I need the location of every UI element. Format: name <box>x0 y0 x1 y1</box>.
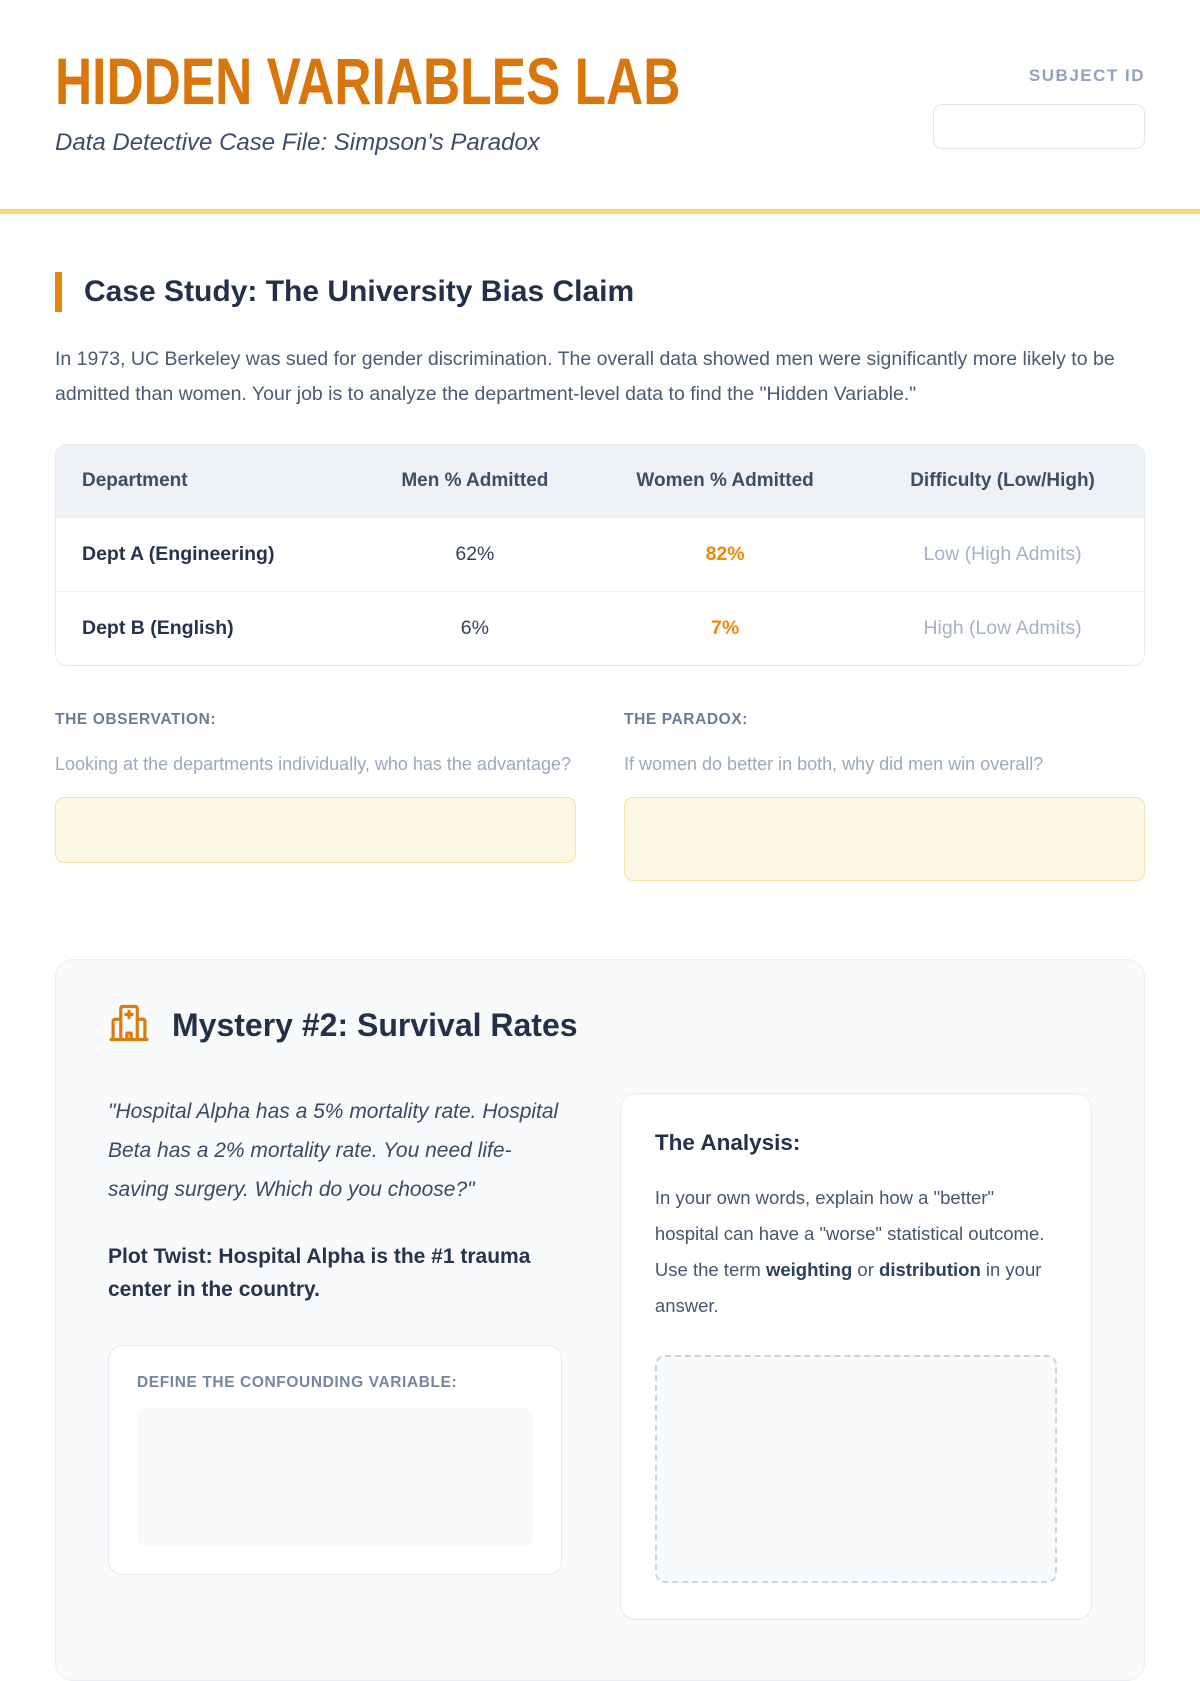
analysis-text-part: or <box>852 1259 880 1281</box>
dept-b-women: 7% <box>589 592 861 666</box>
analysis-instructions <box>655 1180 1057 1324</box>
confounding-variable-label: DEFINE THE CONFOUNDING VARIABLE: <box>137 1373 458 1391</box>
case-study-heading: Case Study: The University Bias Claim <box>55 272 1145 313</box>
subject-id-label: SUBJECT ID <box>1028 66 1145 85</box>
dept-a-difficulty: Low (High Admits) <box>861 518 1144 592</box>
subject-id-input[interactable] <box>933 104 1145 149</box>
title-block <box>55 44 857 157</box>
page-header <box>55 0 1145 157</box>
hospital-icon <box>108 1002 150 1049</box>
dept-a-men: 62% <box>361 518 589 592</box>
admissions-table <box>55 444 1145 666</box>
mystery-2-left-column <box>108 1093 562 1575</box>
table-row <box>56 518 1144 592</box>
observation-paradox-section <box>55 711 1145 881</box>
table-row <box>56 592 1144 666</box>
subject-id-block <box>933 50 1145 149</box>
dept-a-women: 82% <box>589 518 861 592</box>
col-women: Women % Admitted <box>589 445 861 518</box>
case-study-intro: In 1973, UC Berkeley was sued for gender discrimination. The overall data showed men were significantly more likely to be admitted than women. Your job is to analyze the department-level data to find the "Hidden Variable." <box>55 348 1115 406</box>
mystery-2-title: Mystery #2: Survival Rates <box>172 1007 578 1044</box>
observation-question: Looking at the departments individually, who has the advantage? <box>55 754 572 775</box>
page-subtitle: Data Detective Case File: Simpson's Paradox <box>55 128 540 156</box>
mystery-2-body <box>108 1093 1092 1619</box>
paradox-question: If women do better in both, why did men win overall? <box>624 754 1044 775</box>
dept-a-name: Dept A (Engineering) <box>56 518 361 592</box>
table-header-row <box>56 445 1144 518</box>
hospital-quote: "Hospital Alpha has a 5% mortality rate. Hospital Beta has a 2% mortality rate. You need life-saving surgery. Which do you choose?" <box>108 1100 559 1201</box>
paradox-block <box>624 711 1145 881</box>
col-department: Department <box>56 445 361 518</box>
confounding-variable-box <box>108 1345 562 1575</box>
mystery-2-header <box>108 1002 1092 1049</box>
dept-b-name: Dept B (English) <box>56 592 361 666</box>
analysis-keyword-distribution: distribution <box>879 1259 981 1281</box>
col-difficulty: Difficulty (Low/High) <box>861 445 1144 518</box>
analysis-text-part: In your own words, explain how a "better" hospital can have a "worse" statistical outcome. Use the term <box>654 1187 1045 1281</box>
page-title: HIDDEN VARIABLES LAB <box>55 44 681 118</box>
plot-twist-text: Plot Twist: Hospital Alpha is the #1 trauma center in the country. <box>108 1244 531 1302</box>
yellow-divider <box>0 209 1200 214</box>
analysis-text-part: in your answer. <box>654 1259 1042 1317</box>
analysis-heading: The Analysis: <box>654 1130 801 1156</box>
analysis-answer-input[interactable] <box>655 1355 1057 1583</box>
col-men: Men % Admitted <box>361 445 589 518</box>
dept-b-men: 6% <box>361 592 589 666</box>
paradox-answer-input[interactable] <box>624 797 1145 881</box>
observation-block <box>55 711 576 881</box>
observation-label: THE OBSERVATION: <box>55 711 217 729</box>
confounding-variable-input[interactable] <box>137 1408 533 1546</box>
paradox-label: THE PARADOX: <box>624 711 749 729</box>
analysis-keyword-weighting: weighting <box>765 1259 853 1281</box>
observation-answer-input[interactable] <box>55 797 576 863</box>
analysis-card <box>620 1093 1092 1619</box>
mystery-2-card <box>55 959 1145 1680</box>
dept-b-difficulty: High (Low Admits) <box>861 592 1144 666</box>
